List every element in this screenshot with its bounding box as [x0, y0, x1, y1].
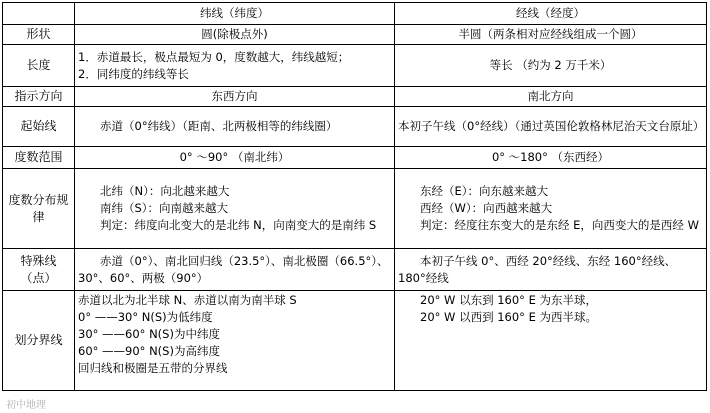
row-shape — [3, 25, 707, 45]
distribution-latitude — [75, 169, 395, 249]
boundary-lon-line-1: 20° W 以东到 160° E 为东半球， — [420, 293, 597, 307]
row-distribution — [3, 169, 707, 249]
range-longitude: 0° ～180° （东西经） — [395, 147, 707, 169]
dist-lat-line-1: 北纬（N）：向北越来越大 — [100, 184, 230, 198]
length-latitude — [75, 45, 395, 87]
dist-lon-line-1: 东经（E）：向东越来越大 — [420, 184, 549, 198]
length-longitude: 等长 （约为 2 万千米） — [395, 45, 707, 87]
range-latitude: 0° ～90° （南北纬） — [75, 147, 395, 169]
header-row — [3, 3, 707, 25]
origin-lat-text: 赤道（0°纬线）（距南、北两极相等的纬线圈） — [100, 119, 338, 133]
row-origin — [3, 107, 707, 147]
boundary-lat-line-1: 赤道以北为北半球 N、赤道以南为南半球 S — [78, 293, 297, 307]
row-boundary — [3, 291, 707, 391]
origin-latitude — [75, 107, 395, 147]
row-label-length: 长度 — [3, 45, 75, 87]
row-label-special: 特殊线（点） — [3, 249, 75, 291]
boundary-latitude — [75, 291, 395, 391]
length-lat-line-2: 2．同纬度的纬线等长 — [78, 66, 189, 81]
row-range — [3, 147, 707, 169]
row-label-direction: 指示方向 — [3, 87, 75, 107]
special-latitude — [75, 249, 395, 291]
comparison-table — [2, 2, 707, 391]
header-longitude: 经线（经度） — [395, 3, 707, 25]
row-direction — [3, 87, 707, 107]
row-label-shape: 形状 — [3, 25, 75, 45]
distribution-longitude — [395, 169, 707, 249]
row-label-distribution — [3, 169, 75, 249]
header-latitude: 纬线（纬度） — [75, 3, 395, 25]
boundary-lat-line-2: 0° ——30° N(S)为低纬度 — [78, 310, 213, 324]
dist-lat-line-3: 判定：纬度向北变大的是北纬 N，向南变大的是南纬 S — [100, 218, 377, 232]
special-lon-text: 本初子午线 0°、西经 20°经线、东经 160°经线、180°经线 — [398, 253, 677, 285]
dist-lat-line-2: 南纬（S）：向南越来越大 — [100, 201, 229, 215]
shape-latitude: 圆(除极点外) — [75, 25, 395, 45]
distribution-label-text: 度数分布规律 — [8, 192, 69, 224]
boundary-lon-line-2: 20° W 以西到 160° E 为西半球。 — [420, 310, 597, 324]
boundary-longitude — [395, 291, 707, 391]
origin-longitude — [395, 107, 707, 147]
direction-latitude: 东西方向 — [75, 87, 395, 107]
dist-lon-line-3: 判定：经度往东变大的是东经 E，向西变大的是西经 W — [420, 218, 699, 232]
row-label-boundary: 划分界线 — [3, 291, 75, 391]
row-length — [3, 45, 707, 87]
special-lat-text: 赤道（0°）、南北回归线（23.5°）、南北极圈（66.5°）、30°、60°、两极（90°） — [78, 253, 389, 285]
special-longitude — [395, 249, 707, 291]
watermark-logo: 初中地理 — [6, 400, 46, 411]
row-special — [3, 249, 707, 291]
boundary-lat-line-4: 60° ——90° N(S)为高纬度 — [78, 344, 220, 358]
row-label-origin: 起始线 — [3, 107, 75, 147]
boundary-lat-line-5: 回归线和极圈是五带的分界线 — [78, 361, 228, 375]
boundary-lat-line-3: 30° ——60° N(S)为中纬度 — [78, 327, 220, 341]
header-corner-cell — [3, 3, 75, 25]
row-label-range: 度数范围 — [3, 147, 75, 169]
origin-lon-text: 本初子午线（0°经线）（通过英国伦敦格林尼治天文台原址） — [398, 119, 705, 133]
shape-longitude: 半圆（两条相对应经线组成一个圆） — [395, 25, 707, 45]
dist-lon-line-2: 西经（W）：向西越来越大 — [420, 201, 553, 215]
direction-longitude: 南北方向 — [395, 87, 707, 107]
length-lat-line-1: 1．赤道最长，极点最短为 0，度数越大，纬线越短； — [78, 49, 350, 64]
